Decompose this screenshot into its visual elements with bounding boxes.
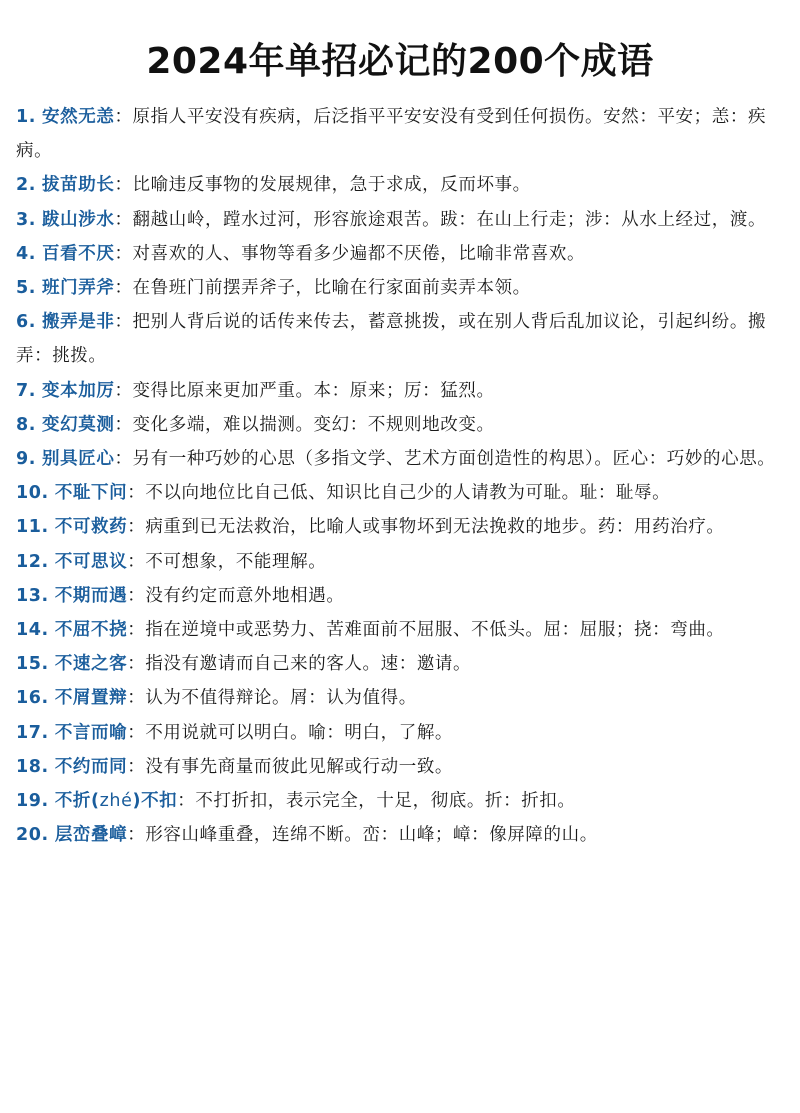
- idiom-definition: 病重到已无法救治，比喻人或事物坏到无法挽救的地步。药：用药治疗。: [145, 517, 725, 538]
- pinyin-close-paren: ): [132, 791, 142, 812]
- colon-separator: ：: [127, 620, 146, 641]
- entry-number: 13.: [16, 585, 49, 606]
- idiom-definition: 在鲁班门前摆弄斧子，比喻在行家面前卖弄本领。: [132, 278, 531, 299]
- colon-separator: ：: [114, 278, 133, 299]
- colon-separator: ：: [127, 483, 146, 504]
- entry-number: 20.: [16, 825, 49, 846]
- colon-separator: ：: [127, 688, 146, 709]
- entry-number: 7.: [16, 380, 37, 401]
- colon-separator: ：: [177, 791, 196, 812]
- idiom-entry: [16, 681, 784, 715]
- entry-number: 19.: [16, 791, 49, 812]
- entry-number: 3.: [16, 209, 37, 230]
- entry-number: 12.: [16, 551, 49, 572]
- idiom-term: 不期而遇: [54, 585, 128, 606]
- idiom-term: 变幻莫测: [42, 414, 115, 435]
- entry-number: 17.: [16, 722, 49, 743]
- idiom-definition: 指没有邀请而自己来的客人。速：邀请。: [145, 654, 472, 675]
- colon-separator: ：: [127, 654, 146, 675]
- entry-number: 2.: [16, 175, 37, 196]
- idiom-definition: 不用说就可以明白。喻：明白，了解。: [145, 722, 454, 743]
- colon-separator: ：: [114, 449, 133, 470]
- entry-number: 4.: [16, 243, 37, 264]
- idiom-term: 搬弄是非: [42, 312, 115, 333]
- colon-separator: ：: [114, 107, 133, 127]
- pinyin-open-paren: (: [91, 791, 100, 812]
- entry-number: 5.: [16, 278, 37, 299]
- idiom-entry: [16, 168, 784, 202]
- idiom-term: 不屈不挠: [54, 620, 128, 641]
- idiom-definition: 变得比原来更加严重。本：原来；厉：猛烈。: [132, 380, 495, 401]
- colon-separator: ：: [127, 585, 146, 606]
- idiom-entry: [16, 545, 784, 579]
- idiom-definition: 对喜欢的人、事物等看多少遍都不厌倦，比喻非常喜欢。: [132, 243, 586, 264]
- idiom-entry: [16, 613, 784, 647]
- entry-number: 10.: [16, 483, 49, 504]
- colon-separator: ：: [114, 175, 133, 196]
- idiom-entry: [16, 750, 784, 784]
- idiom-entry: [16, 374, 784, 408]
- colon-separator: ：: [127, 517, 146, 538]
- idiom-list: [16, 100, 784, 852]
- entry-number: 18.: [16, 756, 49, 777]
- colon-separator: ：: [114, 414, 133, 435]
- idiom-definition: 变化多端，难以揣测。变幻：不规则地改变。: [132, 414, 495, 435]
- idiom-definition: 形容山峰重叠，连绵不断。峦：山峰；嶂：像屏障的山。: [145, 825, 598, 846]
- entry-number: 8.: [16, 414, 37, 435]
- idiom-term: 跋山涉水: [42, 209, 115, 230]
- entry-number: 15.: [16, 654, 49, 675]
- idiom-term: 百看不厌: [42, 243, 115, 264]
- idiom-term: 不可思议: [54, 551, 128, 572]
- idiom-entry: [16, 716, 784, 750]
- idiom-term: 不速之客: [54, 654, 128, 675]
- colon-separator: ：: [127, 825, 146, 846]
- idiom-term: 别具匠心: [42, 449, 115, 470]
- colon-separator: ：: [114, 380, 133, 401]
- colon-separator: ：: [127, 756, 146, 777]
- idiom-entry: [16, 203, 784, 237]
- entry-number: 16.: [16, 688, 49, 709]
- pinyin-annotation: zhé: [99, 791, 133, 812]
- idiom-term: 不耻下问: [54, 483, 128, 504]
- idiom-definition: 不打折扣，表示完全，十足，彻底。折：折扣。: [195, 791, 576, 812]
- idiom-entry: [16, 408, 784, 442]
- idiom-entry: [16, 818, 784, 852]
- idiom-term: 变本加厉: [42, 380, 115, 401]
- idiom-entry: [16, 510, 784, 544]
- colon-separator: ：: [114, 243, 133, 264]
- idiom-entry: [16, 442, 784, 476]
- idiom-definition: 翻越山岭，蹚水过河，形容旅途艰苦。跋：在山上行走；涉：从水上经过，渡。: [132, 209, 767, 230]
- idiom-term: 不折: [54, 791, 92, 812]
- idiom-entry: [16, 476, 784, 510]
- idiom-term: 不可救药: [54, 517, 128, 538]
- document-title: 2024年单招必记的200个成语: [146, 41, 654, 82]
- entry-number: 6.: [16, 312, 37, 333]
- idiom-entry: [16, 305, 784, 373]
- colon-separator: ：: [127, 551, 146, 572]
- idiom-entry: [16, 647, 784, 681]
- idiom-definition: 没有约定而意外地相遇。: [145, 585, 345, 606]
- entry-number: 11.: [16, 517, 49, 538]
- idiom-term: 不约而同: [54, 756, 128, 777]
- colon-separator: ：: [127, 722, 146, 743]
- idiom-entry: [16, 579, 784, 613]
- colon-separator: ：: [114, 312, 133, 333]
- idiom-entry: [16, 100, 784, 168]
- idiom-definition: 不以向地位比自己低、知识比自己少的人请教为可耻。耻：耻辱。: [145, 483, 671, 504]
- idiom-term: 拔苗助长: [42, 175, 115, 196]
- idiom-definition: 另有一种巧妙的心思（多指文学、艺术方面创造性的构思）。匠心：巧妙的心思。: [132, 449, 776, 470]
- idiom-entry: [16, 237, 784, 271]
- idiom-term: 层峦叠嶂: [54, 825, 128, 846]
- idiom-entry: [16, 271, 784, 305]
- idiom-term: 不屑置辩: [54, 688, 128, 709]
- entry-number: 14.: [16, 620, 49, 641]
- idiom-term: 不言而喻: [54, 722, 128, 743]
- entry-number: 9.: [16, 449, 37, 470]
- idiom-term: 安然无恙: [42, 107, 115, 127]
- idiom-definition: 把别人背后说的话传来传去，蓄意挑拨，或在别人背后乱加议论，引起纠纷。搬弄：挑拨。: [16, 312, 767, 367]
- idiom-definition: 原指人平安没有疾病，后泛指平平安安没有受到任何损伤。安然：平安；恙：疾病。: [16, 107, 767, 162]
- idiom-definition: 比喻违反事物的发展规律，急于求成，反而坏事。: [132, 175, 531, 196]
- idiom-definition: 不可想象，不能理解。: [145, 551, 327, 572]
- idiom-term-tail: 不扣: [141, 791, 178, 812]
- idiom-definition: 认为不值得辩论。屑：认为值得。: [145, 688, 417, 709]
- idiom-entry: [16, 784, 784, 818]
- colon-separator: ：: [114, 209, 133, 230]
- idiom-definition: 没有事先商量而彼此见解或行动一致。: [145, 756, 454, 777]
- idiom-definition: 指在逆境中或恶势力、苦难面前不屈服、不低头。屈：屈服；挠：弯曲。: [145, 620, 725, 641]
- entry-number: 1.: [16, 107, 37, 127]
- idiom-term: 班门弄斧: [42, 278, 115, 299]
